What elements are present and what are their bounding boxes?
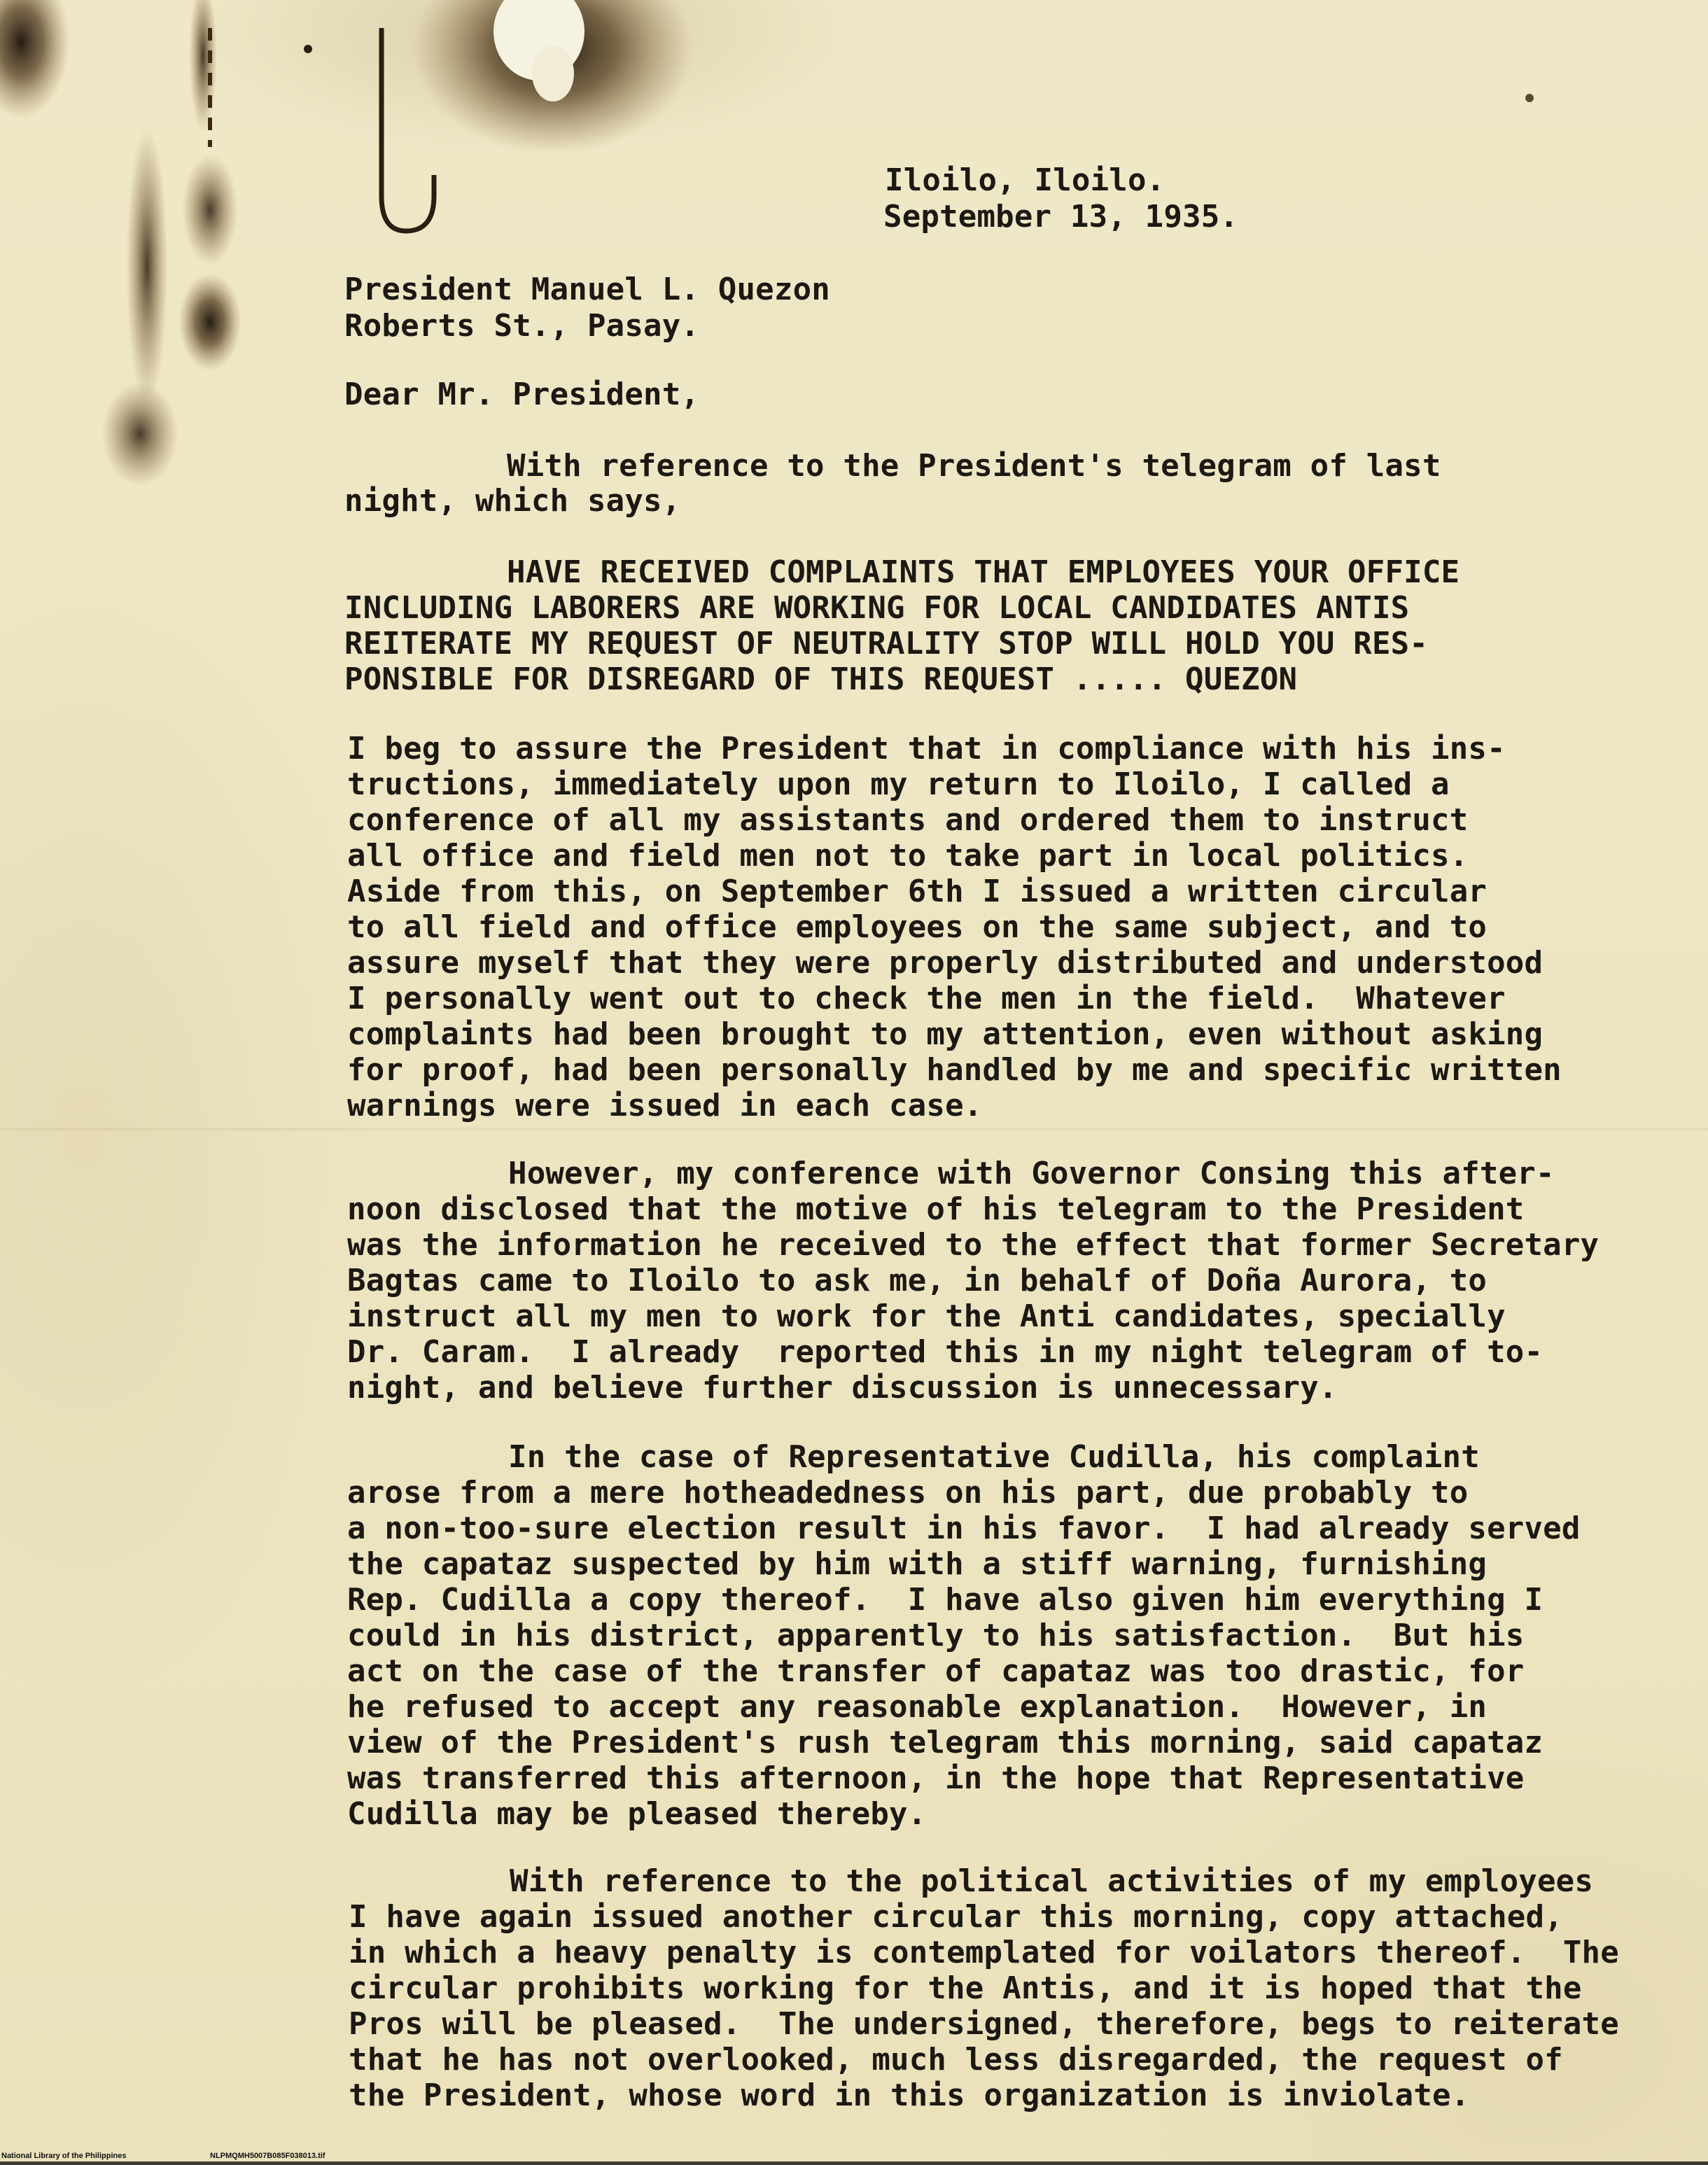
para3-line: a non-too-sure election result in his favor. I had already served bbox=[347, 1511, 1581, 1546]
para1-line: tructions, immediately upon my return to Iloilo, I called a bbox=[347, 766, 1450, 802]
para2-line: noon disclosed that the motive of his telegram to the President bbox=[347, 1191, 1525, 1227]
para2-line: was the information he received to the effect that former Secretary bbox=[347, 1227, 1600, 1263]
salutation: Dear Mr. President, bbox=[344, 377, 700, 412]
para1-line: to all field and office employees on the same subject, and to bbox=[347, 909, 1488, 945]
para4-line: With reference to the political activities of my employees bbox=[510, 1863, 1594, 1899]
letter-date: September 13, 1935. bbox=[883, 199, 1239, 234]
archive-credit: National Library of the Philippines bbox=[1, 2152, 127, 2160]
telegram-line: HAVE RECEIVED COMPLAINTS THAT EMPLOYEES YOUR OFFICE bbox=[507, 554, 1460, 590]
para3-line: Rep. Cudilla a copy thereof. I have also given him everything I bbox=[347, 1582, 1544, 1618]
para3-line: the capataz suspected by him with a stiff warning, furnishing bbox=[347, 1546, 1488, 1582]
recipient-address: Roberts St., Pasay. bbox=[344, 308, 700, 344]
file-id: NLPMQMH5007B085F038013.tif bbox=[210, 2152, 326, 2160]
telegram-line: INCLUDING LABORERS ARE WORKING FOR LOCAL CANDIDATES ANTIS bbox=[344, 590, 1410, 626]
para1-line: all office and field men not to take part in local politics. bbox=[347, 838, 1469, 874]
telegram-line: PONSIBLE FOR DISREGARD OF THIS REQUEST ..... QUEZON bbox=[344, 661, 1298, 697]
para1-line: I personally went out to check the men in the field. Whatever bbox=[347, 981, 1506, 1016]
paper-fold-line bbox=[0, 1127, 1708, 1131]
intro-line: night, which says, bbox=[344, 483, 681, 519]
para3-line: was transferred this afternoon, in the hope that Representative bbox=[347, 1760, 1525, 1796]
para2-line: Dr. Caram. I already reported this in my night telegram of to- bbox=[347, 1334, 1544, 1370]
para4-line: Pros will be pleased. The undersigned, therefore, begs to reiterate bbox=[349, 2006, 1619, 2042]
para1-line: assure myself that they were properly distributed and understood bbox=[347, 945, 1544, 981]
para1-line: for proof, had been personally handled by me and specific written bbox=[347, 1052, 1562, 1088]
para3-line: arose from a mere hotheadedness on his part, due probably to bbox=[347, 1475, 1469, 1511]
recipient-name: President Manuel L. Quezon bbox=[344, 272, 830, 307]
para3-line: he refused to accept any reasonable explanation. However, in bbox=[347, 1689, 1488, 1725]
para4-line: in which a heavy penalty is contemplated for voilators thereof. The bbox=[349, 1935, 1619, 1970]
intro-line: With reference to the President's telegram of last bbox=[507, 448, 1441, 484]
para4-line: the President, whose word in this organization is inviolate. bbox=[349, 2078, 1470, 2113]
para2-line: instruct all my men to work for the Anti candidates, specially bbox=[347, 1298, 1506, 1334]
para1-line: I beg to assure the President that in compliance with his ins- bbox=[347, 731, 1506, 766]
para2-line: night, and believe further discussion is unnecessary. bbox=[347, 1370, 1338, 1406]
letter-place: Iloilo, Iloilo. bbox=[885, 162, 1166, 198]
para3-line: Cudilla may be pleased thereby. bbox=[347, 1796, 927, 1832]
telegram-line: REITERATE MY REQUEST OF NEUTRALITY STOP WILL HOLD YOU RES- bbox=[344, 626, 1429, 661]
para1-line: warnings were issued in each case. bbox=[347, 1088, 983, 1123]
para1-line: conference of all my assistants and ordered them to instruct bbox=[347, 802, 1469, 838]
scan-edge bbox=[0, 2162, 1708, 2165]
para4-line: I have again issued another circular this morning, copy attached, bbox=[349, 1899, 1563, 1935]
para3-line: act on the case of the transfer of capataz was too drastic, for bbox=[347, 1653, 1525, 1689]
para2-line: However, my conference with Governor Consing this after- bbox=[508, 1156, 1555, 1191]
para3-line: could in his district, apparently to his satisfaction. But his bbox=[347, 1618, 1525, 1653]
para1-line: complaints had been brought to my attention, even without asking bbox=[347, 1016, 1544, 1052]
para1-line: Aside from this, on September 6th I issued a written circular bbox=[347, 874, 1488, 909]
para4-line: circular prohibits working for the Antis, and it is hoped that the bbox=[349, 1970, 1582, 2006]
para3-line: In the case of Representative Cudilla, his complaint bbox=[508, 1439, 1480, 1475]
para3-line: view of the President's rush telegram this morning, said capataz bbox=[347, 1725, 1544, 1760]
para2-line: Bagtas came to Iloilo to ask me, in behalf of Doña Aurora, to bbox=[347, 1263, 1488, 1298]
para4-line: that he has not overlooked, much less disregarded, the request of bbox=[349, 2042, 1563, 2078]
